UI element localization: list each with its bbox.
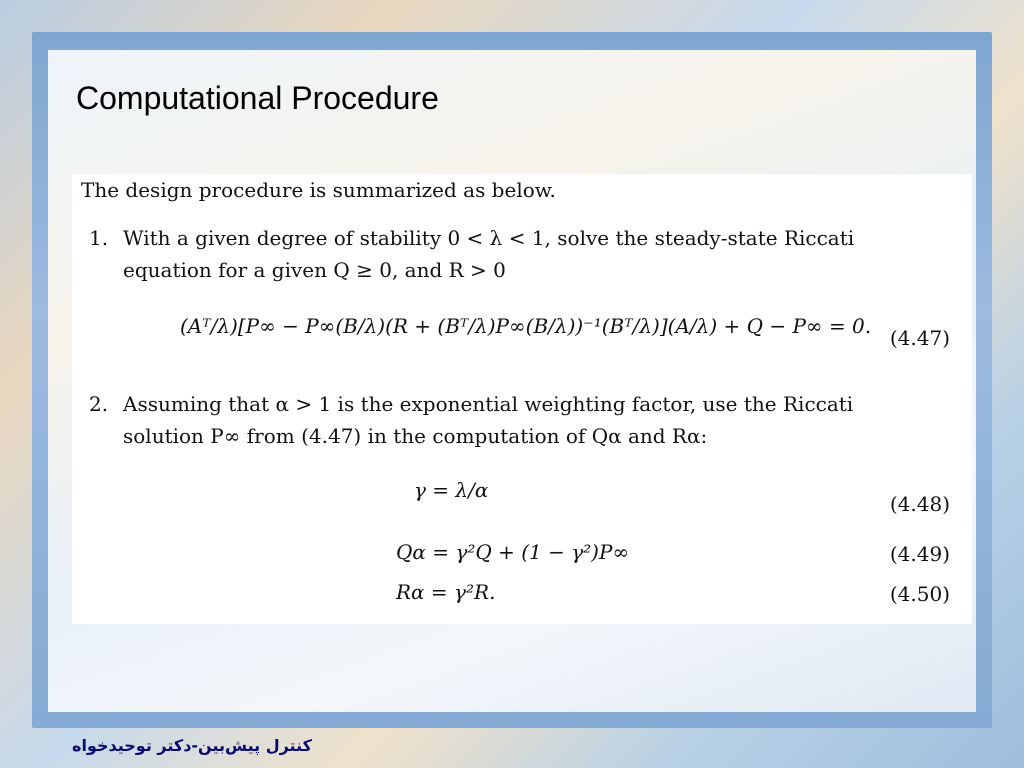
equation-r-alpha: Rα = γ²R. (396, 580, 496, 604)
document-excerpt (72, 174, 972, 624)
equation-number: (4.48) (889, 492, 950, 516)
equation-number: (4.50) (889, 582, 950, 606)
list-item-text: solution P∞ from (4.47) in the computation of Qα and Rα: (123, 424, 708, 448)
equation-riccati: (Aᵀ/λ)[P∞ − P∞(B/λ)(R + (Bᵀ/λ)P∞(B/λ))⁻¹(Bᵀ/λ)](A/λ) + Q − P∞ = 0. (180, 314, 872, 338)
intro-text: The design procedure is summarized as below. (81, 178, 556, 202)
equation-number: (4.49) (889, 542, 950, 566)
list-item-text: equation for a given Q ≥ 0, and R > 0 (123, 258, 506, 282)
equation-gamma: γ = λ/α (414, 478, 489, 502)
list-item-number: 1. (89, 226, 109, 250)
slide-title: Computational Procedure (76, 80, 439, 116)
slide-footer: کنترل پیش‌بین-دکتر توحیدخواه (72, 736, 312, 755)
list-item-number: 2. (89, 392, 109, 416)
equation-q-alpha: Qα = γ²Q + (1 − γ²)P∞ (396, 540, 630, 564)
list-item-text: With a given degree of stability 0 < λ < 1, solve the steady-state Riccati (123, 226, 855, 250)
equation-number: (4.47) (889, 326, 950, 350)
list-item-text: Assuming that α > 1 is the exponential weighting factor, use the Riccati (123, 392, 854, 416)
